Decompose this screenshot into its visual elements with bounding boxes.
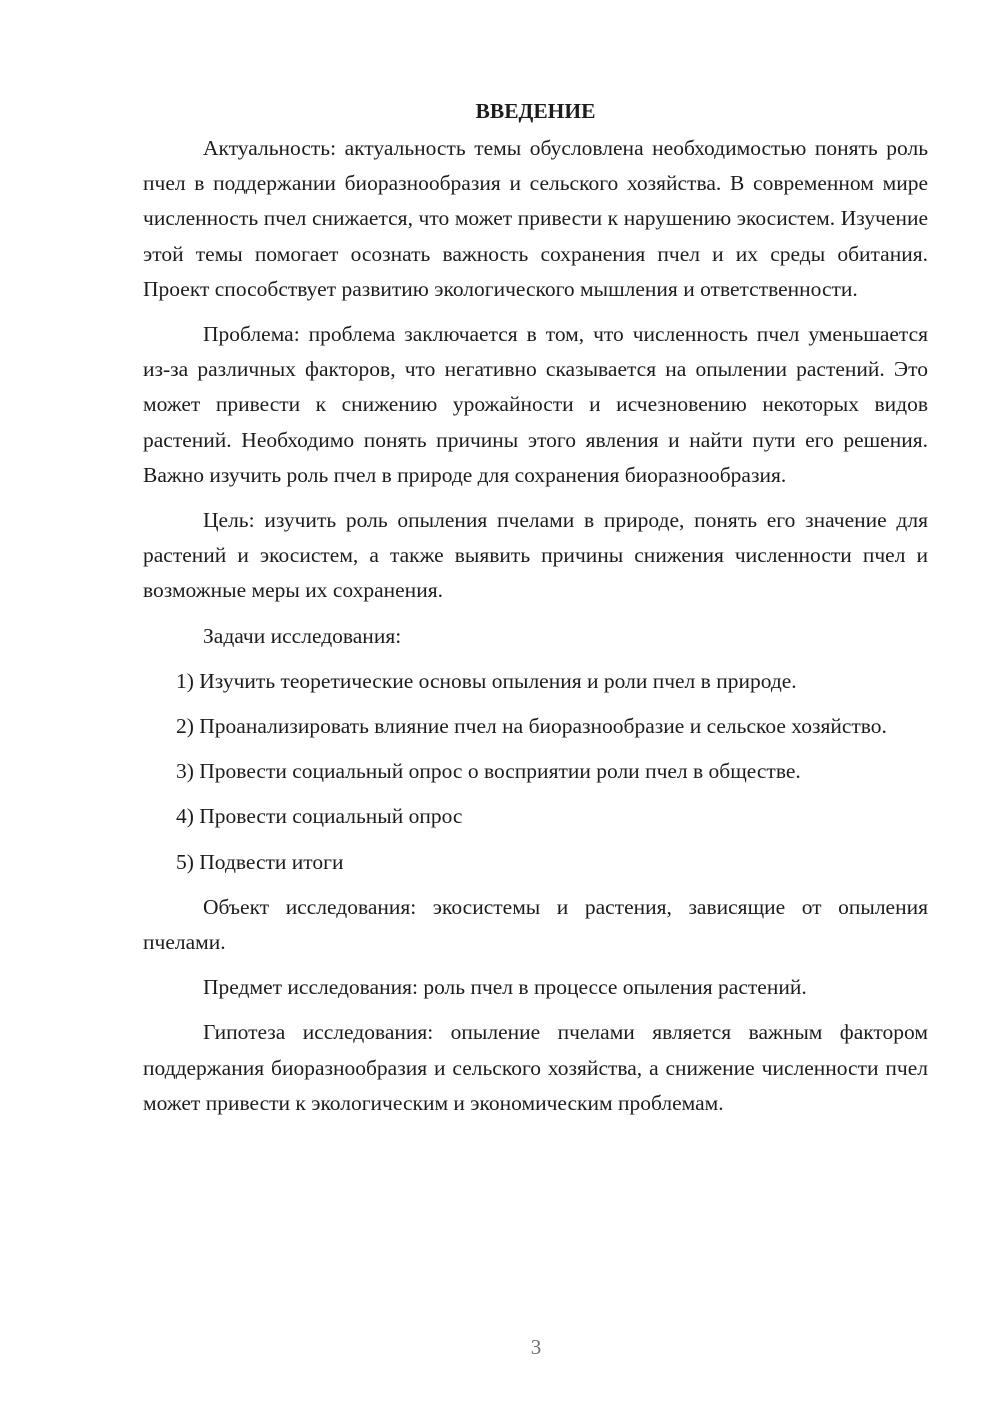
subject-paragraph: Предмет исследования: роль пчел в процессе опыления растений. (203, 975, 807, 1000)
goal-paragraph: Цель: изучить роль опыления пчелами в природе, понять его значение для растений и экосистем, а также выявить причины снижения численности пчел и возможные меры их сохранения. (143, 508, 928, 603)
problem-paragraph: Проблема: проблема заключается в том, что численность пчел уменьшается из-за различных факторов, что негативно сказывается на опылении растений. Это может привести к снижению урожайности и исчезновению некоторых видов растений. Необходимо понять причины этого явления и найти пути его решения. Важно изучить роль пчел в природе для сохранения биоразнообразия. (143, 322, 928, 487)
task-item: 5) Подвести итоги (176, 849, 344, 874)
relevance-paragraph: Актуальность: актуальность темы обусловлена необходимостью понять роль пчел в поддержании биоразнообразия и сельского хозяйства. В современном мире численность пчел снижается, что может привести к нарушению экосистем. Изучение этой темы помогает осознать важность сохранения пчел и их среды обитания. Проект способствует развитию экологического мышления и ответственности. (143, 136, 928, 301)
object-paragraph: Объект исследования: экосистемы и растения, зависящие от опыления пчелами. (143, 894, 928, 955)
section-title: ВВЕДЕНИЕ (475, 99, 596, 123)
tasks-list (143, 664, 928, 880)
task-item: 1) Изучить теоретические основы опыления и роли пчел в природе. (176, 668, 797, 693)
tasks-heading: Задачи исследования: (203, 623, 402, 648)
document-page (143, 96, 928, 1121)
task-item: 2) Проанализировать влияние пчел на биоразнообразие и сельское хозяйство. (176, 714, 887, 739)
task-item: 3) Провести социальный опрос о восприятии роли пчел в обществе. (176, 759, 801, 784)
task-item: 4) Провести социальный опрос (176, 804, 463, 829)
page-number: 3 (530, 1335, 542, 1359)
hypothesis-paragraph: Гипотеза исследования: опыление пчелами является важным фактором поддержания биоразнообразия и сельского хозяйства, а снижение численности пчел может привести к экологическим и экономическим проблемам. (143, 1020, 928, 1115)
